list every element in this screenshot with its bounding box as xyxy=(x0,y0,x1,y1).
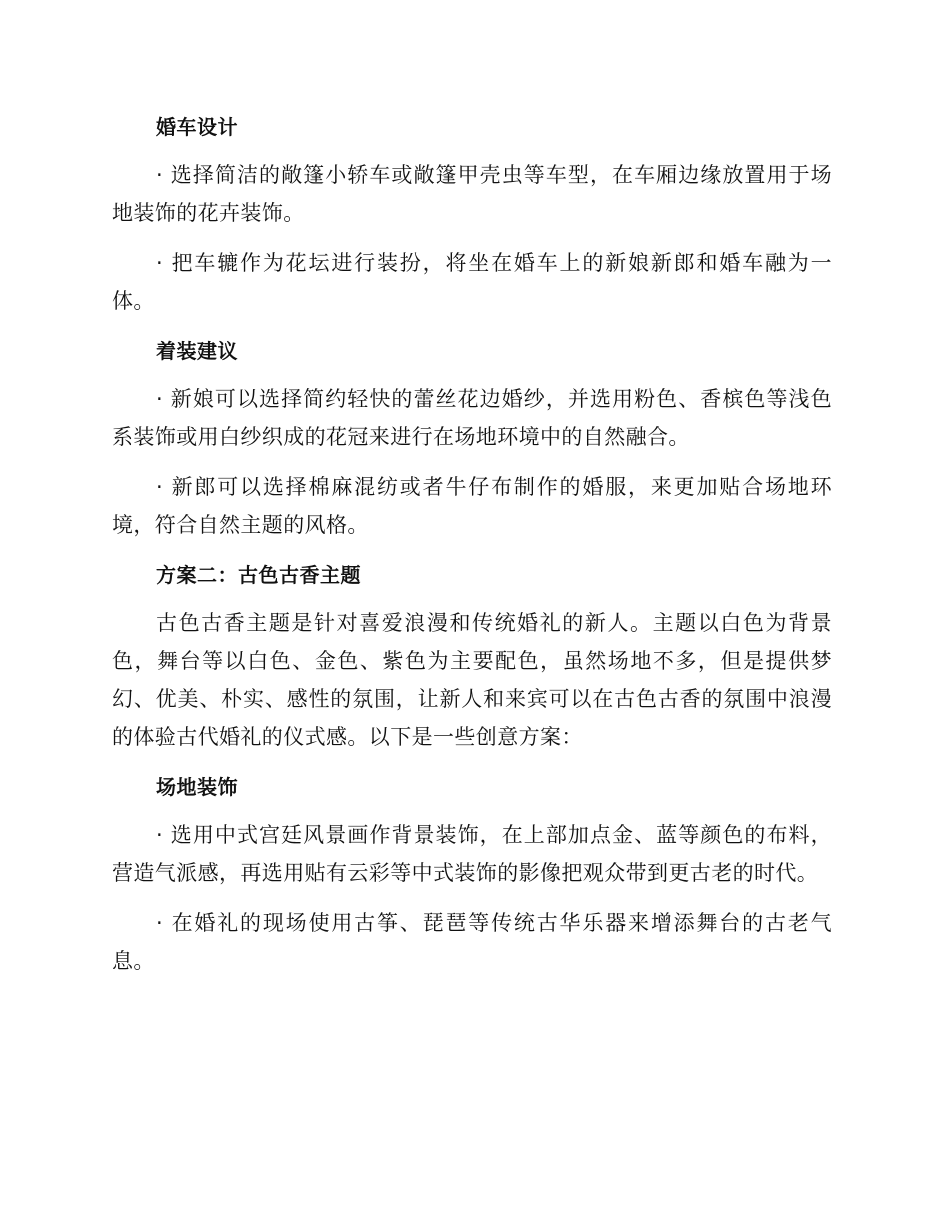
heading-attire: 着装建议 xyxy=(156,339,238,363)
document-body xyxy=(112,108,832,980)
bullet-groom-attire: · 新郎可以选择棉麻混纺或者牛仔布制作的婚服，来更加贴合场地环境，符合自然主题的风格。 xyxy=(112,475,832,537)
heading-venue-decor: 场地装饰 xyxy=(156,775,238,799)
bullet-backdrop-decor: · 选用中式宫廷风景画作背景装饰，在上部加点金、蓝等颜色的布料，营造气派感，再选用贴有云彩等中式装饰的影像把观众带到更古老的时代。 xyxy=(112,823,832,885)
bullet-car-model: · 选择简洁的敞篷小轿车或敞篷甲壳虫等车型，在车厢边缘放置用于场地装饰的花卉装饰。 xyxy=(112,163,832,225)
bullet-traditional-music: · 在婚礼的现场使用古筝、琵琶等传统古华乐器来增添舞台的古老气息。 xyxy=(112,911,832,973)
bullet-bride-attire: · 新娘可以选择简约轻快的蕾丝花边婚纱，并选用粉色、香槟色等浅色系装饰或用白纱织成的花冠来进行在场地环境中的自然融合。 xyxy=(112,387,832,449)
heading-car-design: 婚车设计 xyxy=(156,115,238,139)
heading-plan-two: 方案二：古色古香主题 xyxy=(156,563,361,587)
plan-two-intro: 古色古香主题是针对喜爱浪漫和传统婚礼的新人。主题以白色为背景色，舞台等以白色、金色、紫色为主要配色，虽然场地不多，但是提供梦幻、优美、朴实、感性的氛围，让新人和来宾可以在古色古香的氛围中浪漫的体验古代婚礼的仪式感。以下是一些创意方案： xyxy=(112,611,832,749)
bullet-car-flowerbed: · 把车辘作为花坛进行装扮，将坐在婚车上的新娘新郎和婚车融为一体。 xyxy=(112,251,832,313)
